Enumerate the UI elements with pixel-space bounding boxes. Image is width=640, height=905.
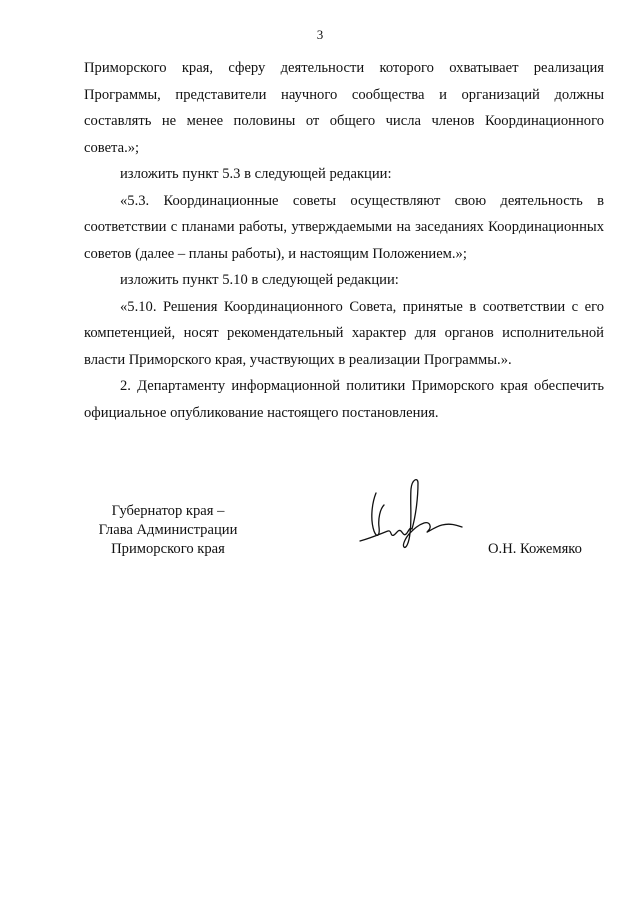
signatory-title-line: Губернатор края – — [111, 503, 225, 519]
paragraph-amend-5-10-intro: изложить пункт 5.10 в следующей редакции: — [120, 272, 399, 288]
page-number: 3 — [316, 27, 324, 42]
paragraph-council-composition: Приморского края, сферу деятельности которого охватывает реализация Программы, представители научного сообщества и организаций должны составлять не менее половины от общего числа членов Координационного совета.»; — [84, 60, 604, 156]
paragraph-clause-5-3: «5.3. Координационные советы осуществляют свою деятельность в соответствии с планами работы, утверждаемыми на заседаниях Координационных советов (далее – планы работы), и настоящим Положением.»; — [84, 192, 604, 262]
paragraph-publication-order: 2. Департаменту информационной политики Приморского края обеспечить официальное опубликование настоящего постановления. — [84, 378, 604, 421]
signature-block — [0, 502, 640, 582]
signatory-title — [80, 502, 256, 559]
signatory-name: О.Н. Кожемяко — [488, 541, 582, 557]
signatory-title-line: Глава Администрации — [98, 522, 238, 538]
document-body — [84, 55, 604, 426]
paragraph-clause-5-10: «5.10. Решения Координационного Совета, принятые в соответствии с его компетенцией, носят рекомендательный характер для органов исполнительной власти Приморского края, участвующих в реализации Программы.». — [84, 298, 604, 368]
handwritten-signature — [350, 475, 468, 563]
paragraph-amend-5-3-intro: изложить пункт 5.3 в следующей редакции: — [120, 166, 392, 182]
signatory-title-line: Приморского края — [111, 541, 225, 557]
